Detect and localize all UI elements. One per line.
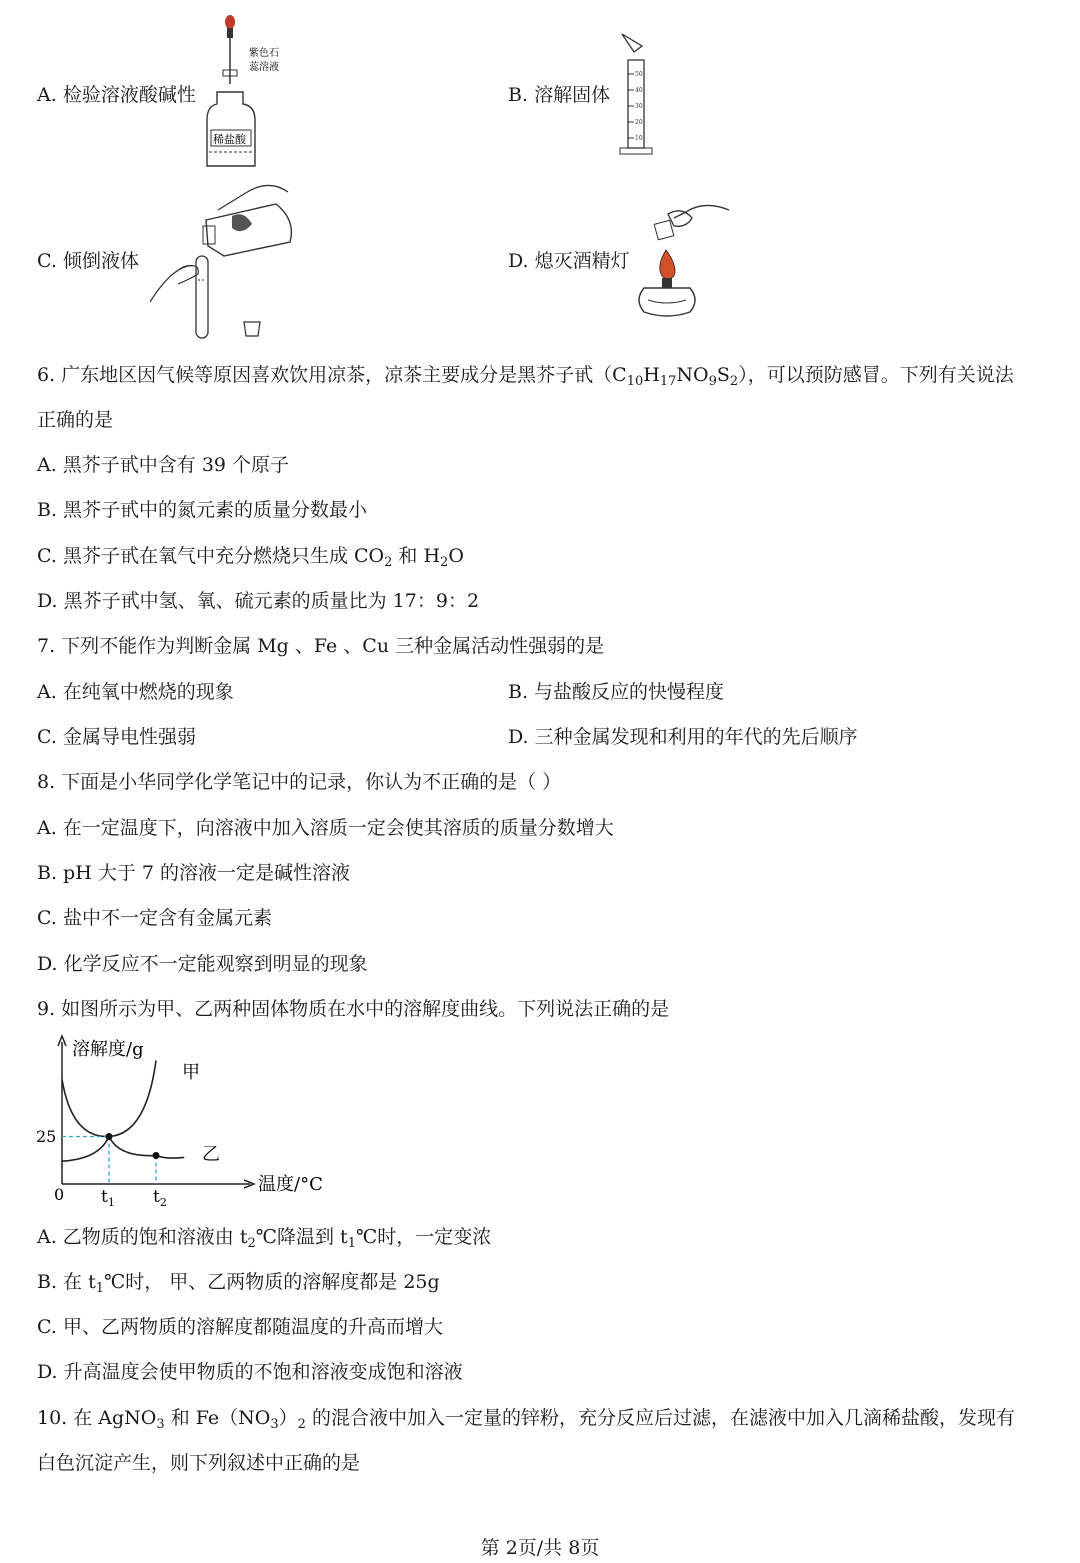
cyl-mark: 20 (635, 119, 643, 126)
formula-element: NO (676, 364, 709, 386)
option-label: B. (508, 84, 529, 106)
option-label: D. (508, 250, 529, 272)
q10-stem-1 (37, 1406, 1015, 1437)
q7-option-a: A. 在纯氧中燃烧的现象 (37, 681, 234, 703)
x-axis-label: 温度/°C (258, 1174, 323, 1195)
formula-subscript: 17 (659, 374, 677, 389)
q6-stem-text-end: ），可以预防感冒。下列有关说法 (738, 364, 1014, 386)
subscript: 1 (95, 1281, 104, 1296)
curve-yi (62, 1080, 184, 1159)
q9-a-text: A. 乙物质的饱和溶液由 t (37, 1226, 248, 1248)
y-axis-label: 溶解度/g (72, 1039, 144, 1060)
cyl-mark: 40 (635, 87, 643, 94)
subscript: 2 (384, 555, 393, 570)
q6-stem-text: 6. 广东地区因气候等原因喜欢饮用凉茶，凉茶主要成分是黑芥子甙（ (37, 364, 613, 386)
subscript: 3 (156, 1417, 165, 1432)
formula-subscript: 10 (626, 374, 644, 389)
y-tick-25: 25 (36, 1127, 57, 1146)
dropper-label-bottom: 蕊溶液 (249, 62, 279, 73)
q6-c-text: 和 H (392, 545, 441, 567)
x-tick-t1: $t_1$ (101, 1187, 115, 1209)
q8-option-a: A. 在一定温度下，向溶液中加入溶质一定会使其溶质的质量分数增大 (37, 817, 614, 839)
q6-option-a: A. 黑芥子甙中含有 39 个原子 (37, 454, 290, 476)
formula-element: H (643, 364, 660, 386)
q6-stem (37, 363, 1014, 394)
series-label-yi: 乙 (202, 1144, 220, 1165)
q10-text: 10. 在 AgNO (37, 1407, 157, 1429)
dropper-label-top: 紫色石 (249, 48, 279, 59)
q7-stem: 7. 下列不能作为判断金属 Mg 、Fe 、Cu 三种金属活动性强弱的是 (37, 635, 605, 657)
formula-element: C (612, 364, 627, 386)
page-footer: 第 2页/共 8页 (480, 1537, 600, 1559)
subscript: 2 (297, 1417, 306, 1432)
pouring-liquid-figure (148, 180, 298, 342)
x-tick-t2: $t_2$ (153, 1187, 167, 1209)
formula-subscript: 9 (708, 374, 717, 389)
q5-option-a (37, 83, 196, 107)
q9-a-text: ℃降温到 t (255, 1226, 348, 1248)
origin-label: 0 (54, 1185, 65, 1204)
q9-option-c: C. 甲、乙两物质的溶解度都随温度的升高而增大 (37, 1316, 443, 1338)
q9-a-text: ℃时，一定变浓 (355, 1226, 492, 1248)
q5-option-d (508, 249, 630, 273)
q6-option-b: B. 黑芥子甙中的氮元素的质量分数最小 (37, 499, 368, 521)
q8-option-b: B. pH 大于 7 的溶液一定是碱性溶液 (37, 862, 350, 884)
q8-option-c: C. 盐中不一定含有金属元素 (37, 907, 272, 929)
subscript: 2 (440, 555, 449, 570)
q7-option-b: B. 与盐酸反应的快慢程度 (508, 681, 725, 703)
q6-c-text: O (448, 545, 464, 567)
q6-c-text: C. 黑芥子甙在氧气中充分燃烧只生成 CO (37, 545, 385, 567)
option-label: C. (37, 250, 57, 272)
q6-option-c (37, 544, 464, 575)
q10-stem-2: 白色沉淀产生，则下列叙述中正确的是 (37, 1452, 361, 1474)
q8-stem: 8. 下面是小华同学化学笔记中的记录，你认为不正确的是（ ） (37, 771, 562, 793)
option-text: 检验溶液酸碱性 (62, 84, 196, 106)
point-t2-yi (153, 1152, 160, 1159)
q7-option-d: D. 三种金属发现和利用的年代的先后顺序 (508, 726, 858, 748)
cyl-mark: 50 (635, 71, 643, 78)
intersection-point (106, 1133, 113, 1140)
q10-text: 和 Fe（NO (164, 1407, 271, 1429)
q6-stem-2: 正确的是 (37, 409, 114, 431)
q9-option-d: D. 升高温度会使甲物质的不饱和溶液变成饱和溶液 (37, 1361, 463, 1383)
series-label-jia: 甲 (182, 1062, 200, 1083)
subscript: 3 (270, 1417, 279, 1432)
q9-stem: 9. 如图所示为甲、乙两种固体物质在水中的溶解度曲线。下列说法正确的是 (37, 998, 670, 1020)
option-text: 倾倒液体 (62, 250, 139, 272)
q5-option-b (508, 83, 610, 107)
q10-text: 的混合液中加入一定量的锌粉，充分反应后过滤，在滤液中加入几滴稀盐酸，发现有 (305, 1407, 1015, 1429)
q9-option-a (37, 1225, 491, 1256)
q5-option-c (37, 249, 139, 273)
option-label: A. (37, 84, 57, 106)
q9-b-text: B. 在 t (37, 1271, 96, 1293)
q10-text: ） (278, 1407, 298, 1429)
q6-option-d: D. 黑芥子甙中氢、氧、硫元素的质量比为 17：9：2 (37, 590, 480, 612)
subscript: 2 (247, 1236, 256, 1251)
cyl-mark: 10 (635, 135, 643, 142)
solubility-chart (30, 1030, 350, 1215)
bottle-label: 稀盐酸 (213, 133, 246, 146)
formula-subscript: 2 (729, 374, 739, 389)
graduated-cylinder-figure (612, 30, 662, 158)
q7-option-c: C. 金属导电性强弱 (37, 726, 196, 748)
q9-b-text: ℃时， 甲、乙两物质的溶解度都是 25g (104, 1271, 440, 1293)
litmus-dropper-figure (203, 14, 303, 174)
alcohol-lamp-figure (634, 196, 734, 322)
option-text: 熄灭酒精灯 (534, 250, 630, 272)
q8-option-d: D. 化学反应不一定能观察到明显的现象 (37, 953, 368, 975)
q9-option-b (37, 1270, 440, 1301)
formula-element: S (716, 364, 730, 386)
formula (612, 364, 739, 389)
cyl-mark: 30 (635, 103, 643, 110)
option-text: 溶解固体 (534, 84, 611, 106)
subscript: 1 (347, 1236, 356, 1251)
